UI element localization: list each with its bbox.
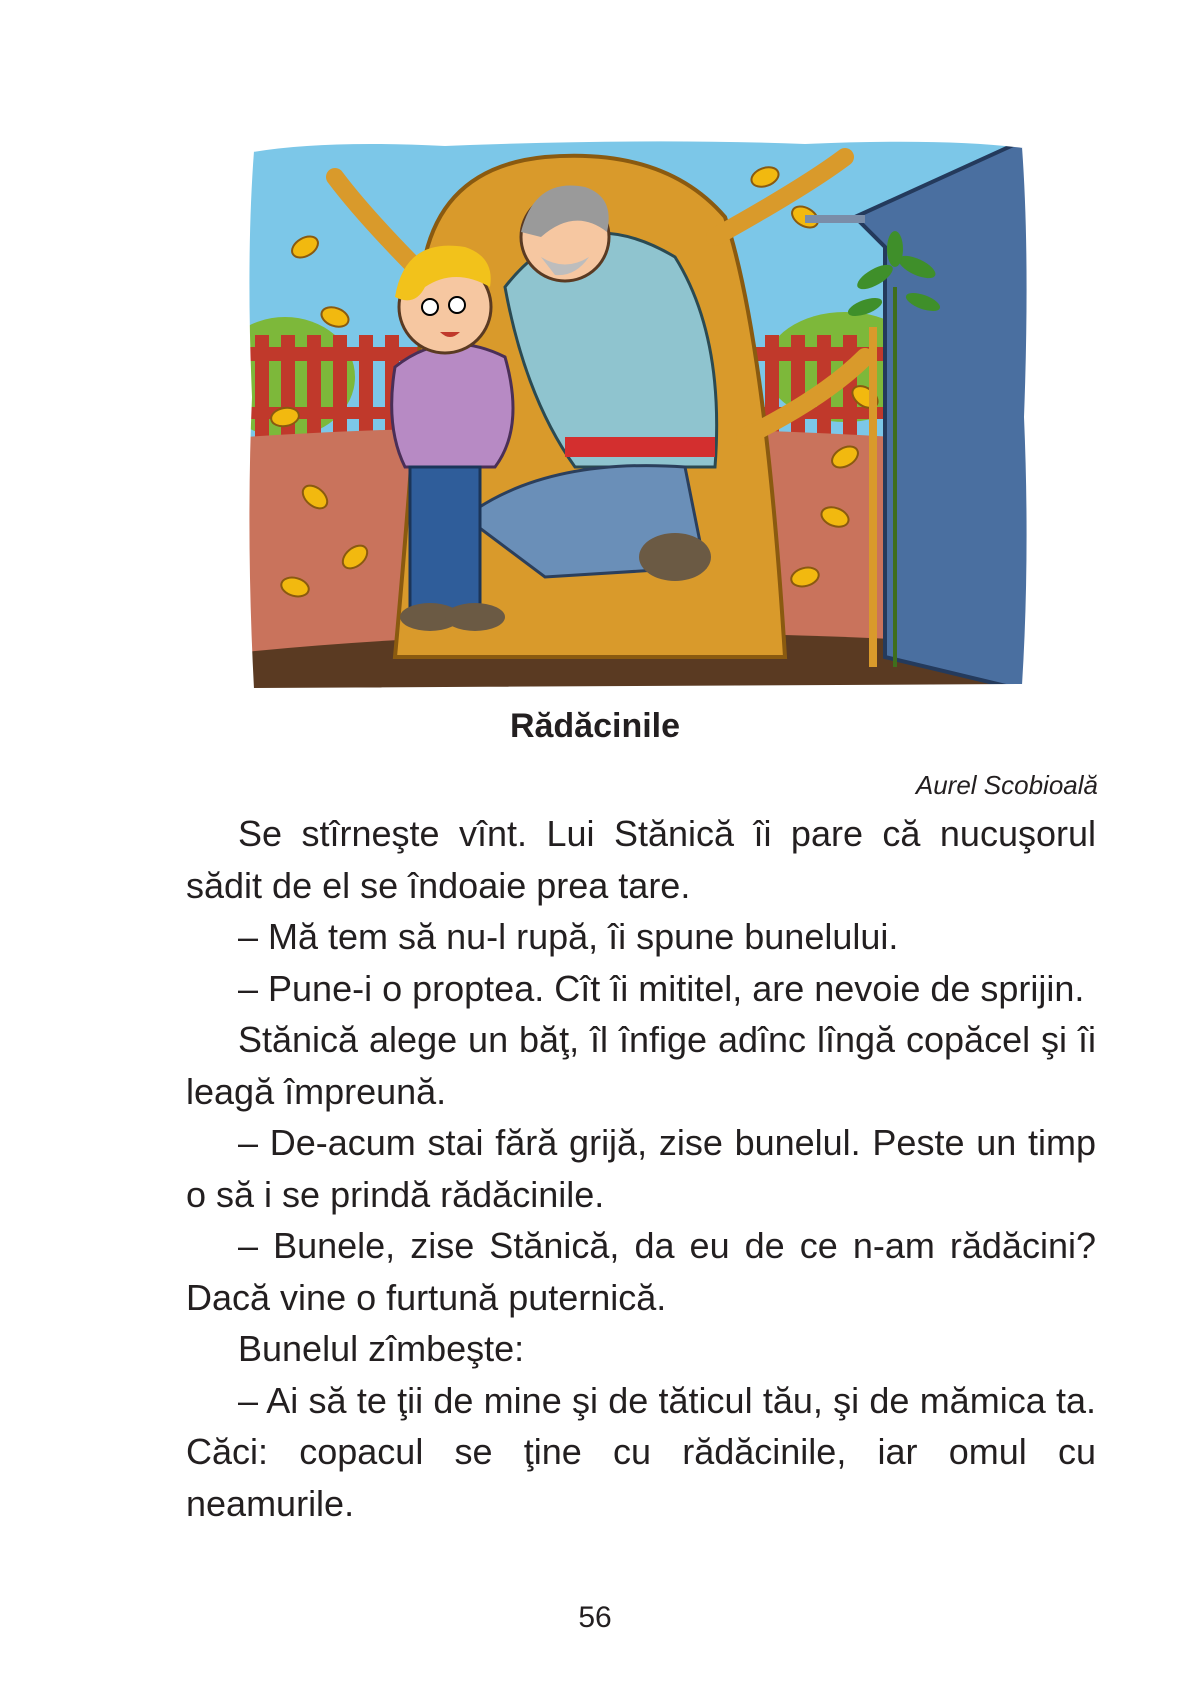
story-paragraph: – De-acum stai fără grijă, zise bunelul. Peste un timp o să i se prindă rădăcinile.: [186, 1122, 1096, 1215]
story-paragraph: Se stîrneşte vînt. Lui Stănică îi pare că nucuşorul sădit de el se îndoaie prea tare.: [186, 813, 1096, 906]
story-paragraph: – Pune-i o proptea. Cît îi mititel, are nevoie de sprijin.: [238, 967, 1085, 1009]
house-gutter: [805, 215, 865, 223]
story-illustration: [245, 137, 1031, 692]
story-paragraph: – Bunele, zise Stănică, da eu de ce n-am rădăcini? Dacă vine o furtună puternică.: [186, 1225, 1096, 1318]
page-number: 56: [578, 1601, 612, 1634]
story-title: Rădăcinile: [509, 707, 681, 745]
author-name: Aurel Scobioală: [915, 770, 1098, 800]
story-paragraph: – Mă tem să nu-l rupă, îi spune bunelului.: [238, 916, 899, 957]
story-text: [186, 808, 1096, 1529]
story-paragraph: Bunelul zîmbeşte:: [238, 1328, 525, 1369]
story-paragraph: – Ai să te ţii de mine şi de tăticul tău, şi de mămica ta. Căci: copacul se ţine cu rădăcinile, iar omul cu neamurile.: [186, 1379, 1096, 1524]
story-paragraph: Stănică alege un băţ, îl înfige adînc lîngă copăcel şi îi leagă împreună.: [186, 1019, 1096, 1112]
